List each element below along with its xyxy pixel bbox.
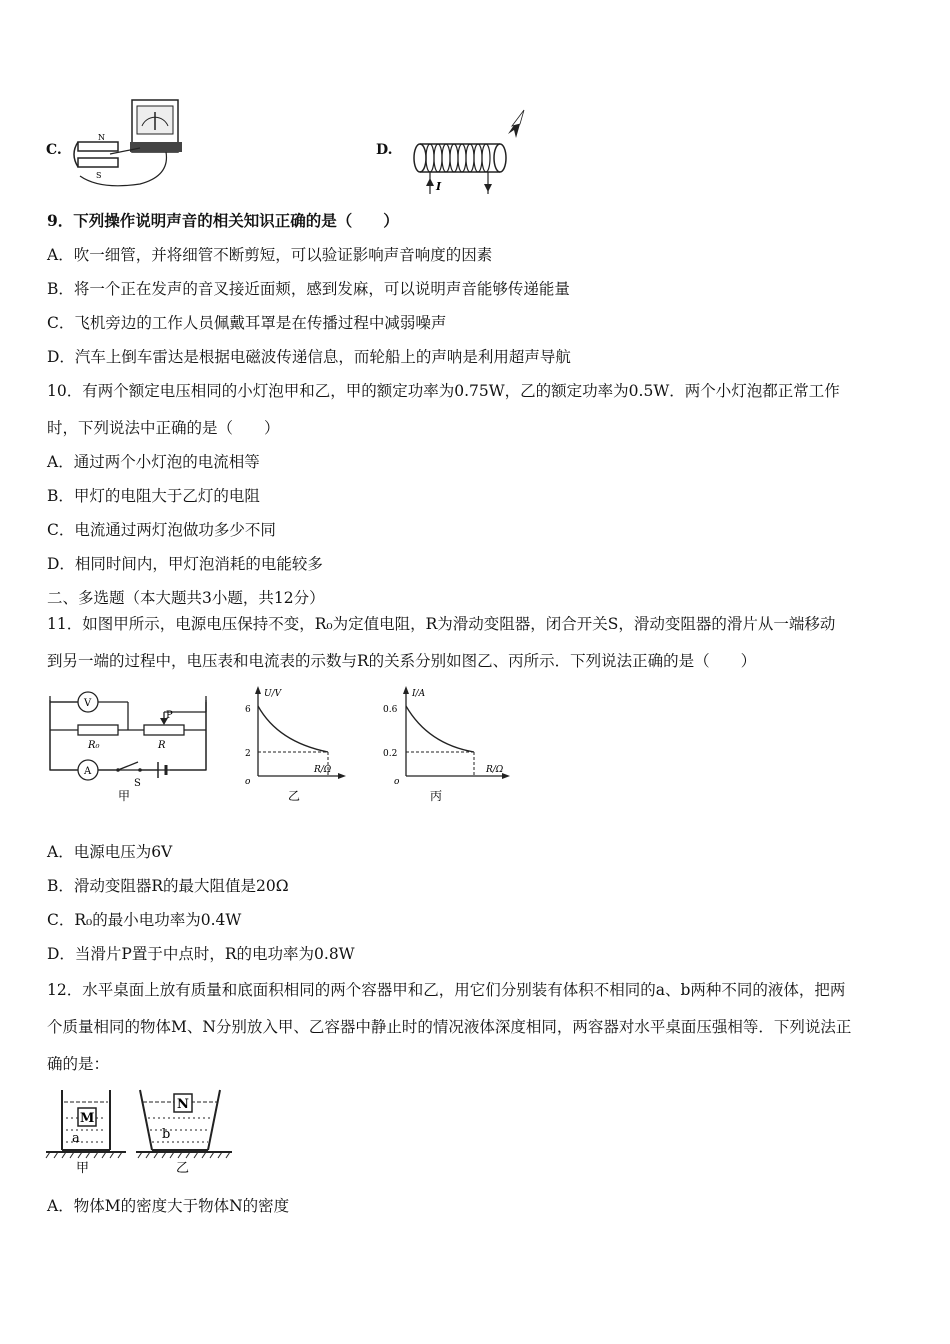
current-graph [376, 684, 516, 804]
magnet-n-label: N [98, 133, 105, 142]
q9-option-b: B．将一个正在发声的音叉接近面颊，感到发麻，可以说明声音能够传递能量 [47, 280, 570, 298]
graph-bing-tick-02: 0.2 [383, 749, 398, 759]
q9-option-c: C．飞机旁边的工作人员佩戴耳罩是在传播过程中减弱噪声 [47, 314, 447, 332]
graph-bing-caption: 丙 [430, 789, 443, 803]
q11-option-b: B．滑动变阻器R的最大阻值是20Ω [47, 877, 289, 895]
solenoid-figure [408, 108, 538, 198]
q10-stem-line2: 时，下列说法中正确的是（ ） [47, 419, 280, 437]
magnet-s-label: S [96, 171, 102, 180]
switch-label: S [134, 778, 141, 789]
option-d-label: D. [376, 142, 393, 158]
graph-yi-origin: o [245, 777, 251, 787]
liquid-b-label: b [162, 1127, 171, 1142]
q11-option-a: A．电源电压为6V [47, 843, 173, 861]
q12-stem-line2: 个质量相同的物体M、N分别放入甲、乙容器中静止时的情况液体深度相同，两容器对水平桌面压强相等．下列说法正 [47, 1018, 852, 1036]
q10-option-c: C．电流通过两灯泡做功多少不同 [47, 521, 276, 539]
q9-option-a: A．吹一细管，并将细管不断剪短，可以验证影响声音响度的因素 [47, 246, 493, 264]
galvanometer-figure [70, 96, 190, 192]
r-label: R [158, 740, 166, 751]
slider-p-label: P [166, 710, 173, 721]
circuit-caption: 甲 [118, 789, 131, 803]
graph-yi-tick-6: 6 [245, 705, 251, 715]
container-jia-caption: 甲 [76, 1161, 90, 1176]
q12-option-a: A．物体M的密度大于物体N的密度 [47, 1197, 290, 1215]
graph-bing-xlabel: R/Ω [486, 765, 504, 775]
containers-figure [44, 1082, 244, 1178]
section-heading: 二、多选题（本大题共3小题，共12分） [47, 589, 325, 607]
graph-bing-origin: o [394, 777, 400, 787]
graph-bing-ylabel: I/A [412, 689, 426, 699]
graph-yi-curve [258, 706, 328, 752]
q11-stem-line1: 11．如图甲所示，电源电压保持不变，R₀为定值电阻，R为滑动变阻器，闭合开关S，滑动变阻器的滑片从一端移动 [47, 615, 836, 633]
voltmeter-label: V [84, 698, 92, 709]
q11-option-c: C．R₀的最小电功率为0.4W [47, 911, 242, 929]
q12-stem-line1: 12．水平桌面上放有质量和底面积相同的两个容器甲和乙，用它们分别装有体积不相同的a、b两种不同的液体，把两 [47, 981, 846, 999]
circuit-diagram [44, 686, 214, 810]
voltage-graph [238, 684, 348, 804]
q11-option-d: D．当滑片P置于中点时，R的电功率为0.8W [47, 945, 355, 963]
object-m-label: M [80, 1111, 95, 1126]
q11-stem-line2: 到另一端的过程中，电压表和电流表的示数与R的关系分别如图乙、丙所示．下列说法正确的是（ ） [47, 652, 757, 670]
object-n-label: N [177, 1097, 189, 1112]
graph-yi-caption: 乙 [288, 789, 301, 803]
option-c-label: C. [46, 142, 62, 158]
container-yi-caption: 乙 [176, 1161, 190, 1176]
graph-bing-curve [406, 706, 474, 752]
q10-option-a: A．通过两个小灯泡的电流相等 [47, 453, 260, 471]
ammeter-label: A [84, 766, 92, 777]
q10-stem-line1: 10．有两个额定电压相同的小灯泡甲和乙，甲的额定功率为0.75W，乙的额定功率为0.5W．两个小灯泡都正常工作 [47, 382, 840, 400]
q9-stem: 9．下列操作说明声音的相关知识正确的是（ ） [47, 211, 399, 230]
graph-yi-xlabel: R/Ω [314, 765, 332, 775]
r0-label: R₀ [88, 740, 100, 751]
graph-bing-tick-06: 0.6 [383, 705, 398, 715]
graph-yi-ylabel: U/V [264, 689, 282, 699]
graph-yi-tick-2: 2 [245, 749, 251, 759]
liquid-a-label: a [72, 1131, 80, 1146]
q12-stem-line3: 确的是： [47, 1055, 110, 1073]
q10-option-d: D．相同时间内，甲灯泡消耗的电能较多 [47, 555, 323, 573]
q10-option-b: B．甲灯的电阻大于乙灯的电阻 [47, 487, 260, 505]
current-label: I [436, 180, 442, 193]
q9-option-d: D．汽车上倒车雷达是根据电磁波传递信息，而轮船上的声呐是利用超声导航 [47, 348, 571, 366]
